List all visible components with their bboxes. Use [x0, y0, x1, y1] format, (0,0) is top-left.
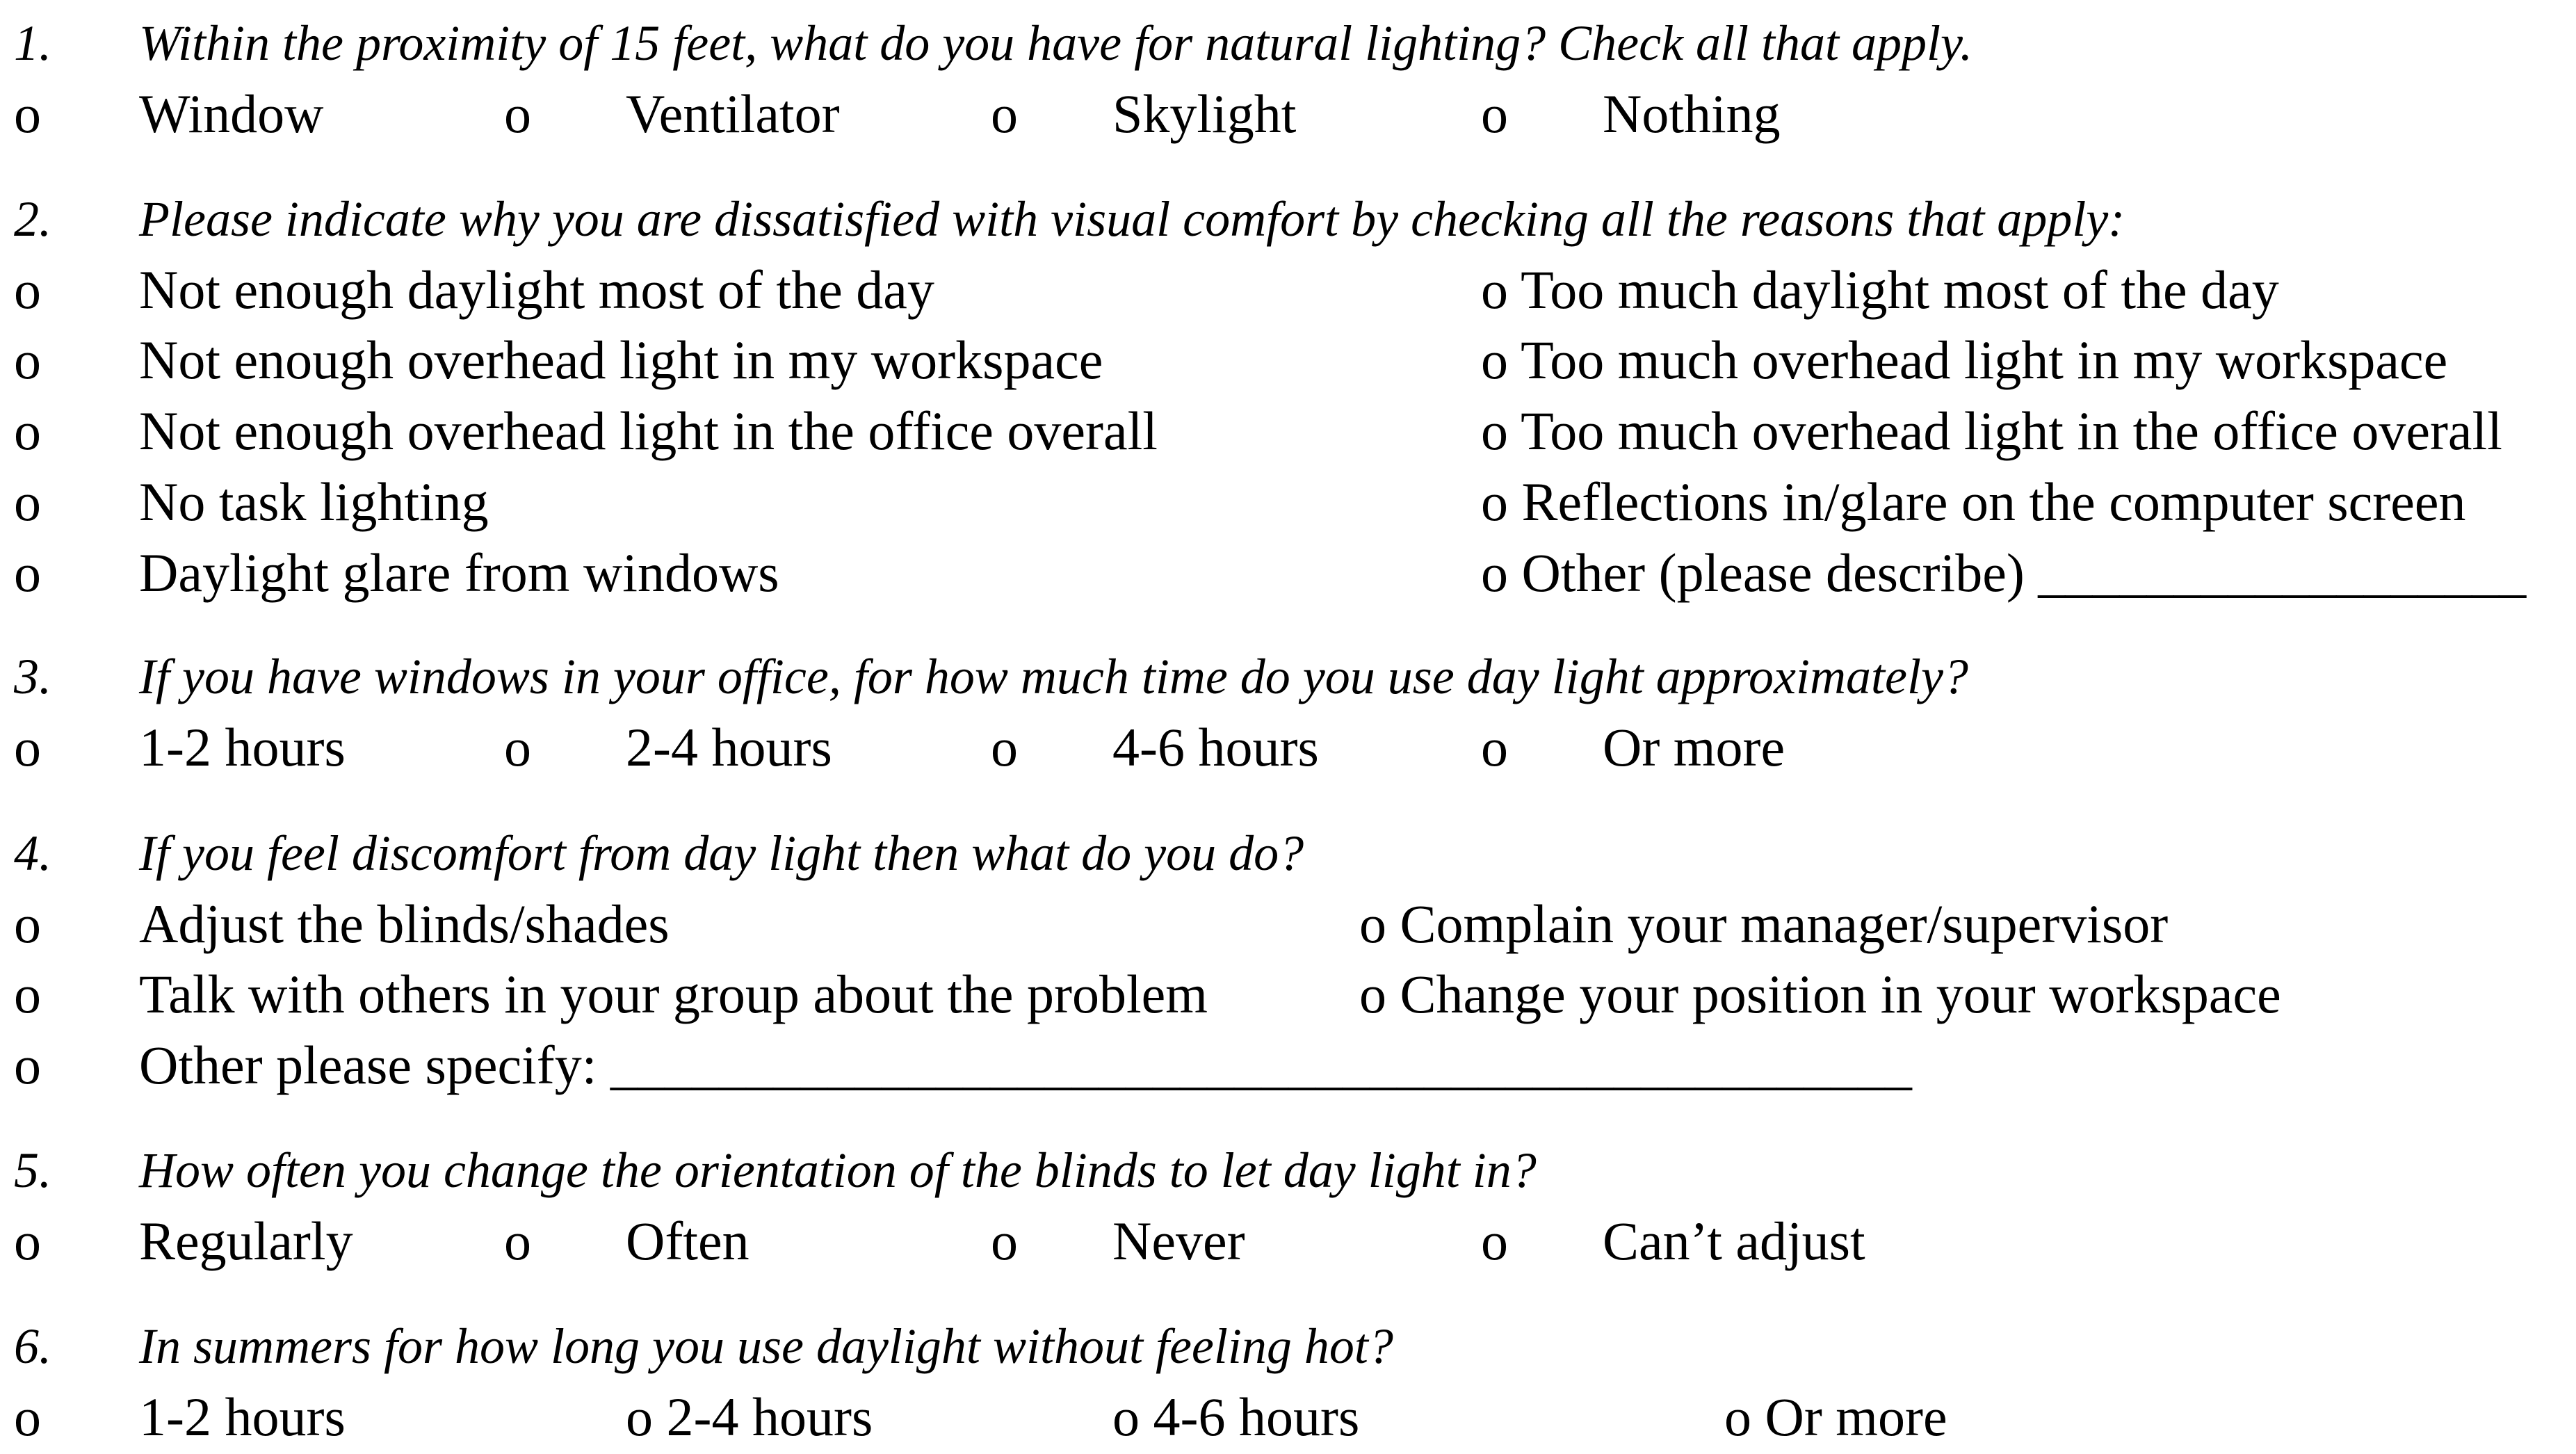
option-label: Never — [1112, 1211, 1245, 1271]
question-number: 2. — [14, 191, 51, 247]
question-2-prompt — [0, 191, 2576, 247]
option-label: Regularly — [139, 1211, 353, 1271]
option-too-much-daylight[interactable]: o Too much daylight most of the day — [1481, 259, 2279, 320]
radio-never[interactable]: o — [991, 1211, 1018, 1271]
checkbox-window[interactable]: o — [14, 83, 41, 144]
option-label: Nothing — [1603, 83, 1781, 144]
option-2-4-hours[interactable]: o 2-4 hours — [626, 1387, 873, 1447]
option-reflections-glare[interactable]: o Reflections in/glare on the computer screen — [1481, 471, 2466, 532]
option-label: 4-6 hours — [1112, 717, 1319, 777]
question-text: If you feel discomfort from day light then what do you do? — [139, 825, 1304, 881]
question-3-prompt — [0, 649, 2576, 704]
checkbox-adjust-blinds[interactable]: o — [14, 894, 41, 954]
checkbox-ventilator[interactable]: o — [504, 83, 531, 144]
option-change-position[interactable]: o Change your position in your workspace — [1359, 964, 2281, 1024]
question-5-prompt — [0, 1142, 2576, 1198]
other-specify-field[interactable]: Other please specify: ________________________________________________ — [139, 1035, 1912, 1095]
radio-or-more[interactable]: o — [1481, 717, 1508, 777]
radio-regularly[interactable]: o — [14, 1211, 41, 1271]
option-label: Daylight glare from windows — [139, 542, 779, 603]
radio-1-2-hours[interactable]: o — [14, 1387, 41, 1447]
question-2-row — [0, 542, 2576, 604]
question-4-prompt — [0, 825, 2576, 881]
checkbox-nothing[interactable]: o — [1481, 83, 1508, 144]
question-number: 4. — [14, 825, 51, 881]
question-text: If you have windows in your office, for how much time do you use day light approximately? — [139, 649, 1968, 704]
option-4-6-hours[interactable]: o 4-6 hours — [1112, 1387, 1360, 1447]
checkbox-daylight-glare[interactable]: o — [14, 542, 41, 603]
question-1-options — [0, 83, 2576, 145]
option-label: 2-4 hours — [626, 717, 832, 777]
checkbox-not-enough-daylight[interactable]: o — [14, 259, 41, 320]
question-2-row — [0, 329, 2576, 391]
question-2-row — [0, 259, 2576, 321]
checkbox-not-enough-overhead-workspace[interactable]: o — [14, 330, 41, 390]
question-3-options — [0, 716, 2576, 779]
option-label: Ventilator — [626, 83, 840, 144]
option-label: Often — [626, 1211, 750, 1271]
option-label: Talk with others in your group about the problem — [139, 964, 1208, 1024]
question-number: 3. — [14, 649, 51, 704]
radio-often[interactable]: o — [504, 1211, 531, 1271]
question-1-prompt — [0, 15, 2576, 71]
radio-2-4-hours[interactable]: o — [504, 717, 531, 777]
radio-4-6-hours[interactable]: o — [991, 717, 1018, 777]
option-too-much-overhead-office[interactable]: o Too much overhead light in the office overall — [1481, 401, 2502, 461]
option-label: Adjust the blinds/shades — [139, 894, 670, 954]
option-label: Or more — [1603, 717, 1785, 777]
checkbox-talk-with-others[interactable]: o — [14, 964, 41, 1024]
question-text: Please indicate why you are dissatisfied with visual comfort by checking all the reasons that apply: — [139, 191, 2125, 247]
option-or-more[interactable]: o Or more — [1724, 1387, 1947, 1447]
question-5-options — [0, 1210, 2576, 1273]
option-complain-manager[interactable]: o Complain your manager/supervisor — [1359, 894, 2169, 954]
checkbox-other-specify[interactable]: o — [14, 1035, 41, 1095]
option-label: 1-2 hours — [139, 717, 346, 777]
question-text: Within the proximity of 15 feet, what do you have for natural lighting? Check all that apply. — [139, 15, 1973, 71]
option-label: Not enough daylight most of the day — [139, 259, 934, 320]
question-text: In summers for how long you use daylight without feeling hot? — [139, 1318, 1393, 1374]
option-label: Skylight — [1112, 83, 1297, 144]
option-other-describe[interactable]: o Other (please describe) __________________ — [1481, 542, 2527, 603]
option-label: No task lighting — [139, 471, 489, 532]
option-too-much-overhead-workspace[interactable]: o Too much overhead light in my workspace — [1481, 330, 2448, 390]
question-2-row — [0, 400, 2576, 462]
option-label: Can’t adjust — [1603, 1211, 1865, 1271]
checkbox-not-enough-overhead-office[interactable]: o — [14, 401, 41, 461]
option-label: Window — [139, 83, 324, 144]
question-6-prompt — [0, 1318, 2576, 1374]
question-4-row — [0, 893, 2576, 955]
question-4-row — [0, 963, 2576, 1026]
checkbox-skylight[interactable]: o — [991, 83, 1018, 144]
option-label: Not enough overhead light in my workspace — [139, 330, 1103, 390]
radio-1-2-hours[interactable]: o — [14, 717, 41, 777]
question-6-options — [0, 1386, 2576, 1448]
question-2-row — [0, 471, 2576, 533]
checkbox-no-task-lighting[interactable]: o — [14, 471, 41, 532]
option-label: Not enough overhead light in the office overall — [139, 401, 1158, 461]
question-number: 5. — [14, 1142, 51, 1198]
question-number: 1. — [14, 15, 51, 71]
option-label: 1-2 hours — [139, 1387, 346, 1447]
question-number: 6. — [14, 1318, 51, 1374]
question-text: How often you change the orientation of the blinds to let day light in? — [139, 1142, 1537, 1198]
radio-cant-adjust[interactable]: o — [1481, 1211, 1508, 1271]
question-4-row — [0, 1034, 2576, 1097]
